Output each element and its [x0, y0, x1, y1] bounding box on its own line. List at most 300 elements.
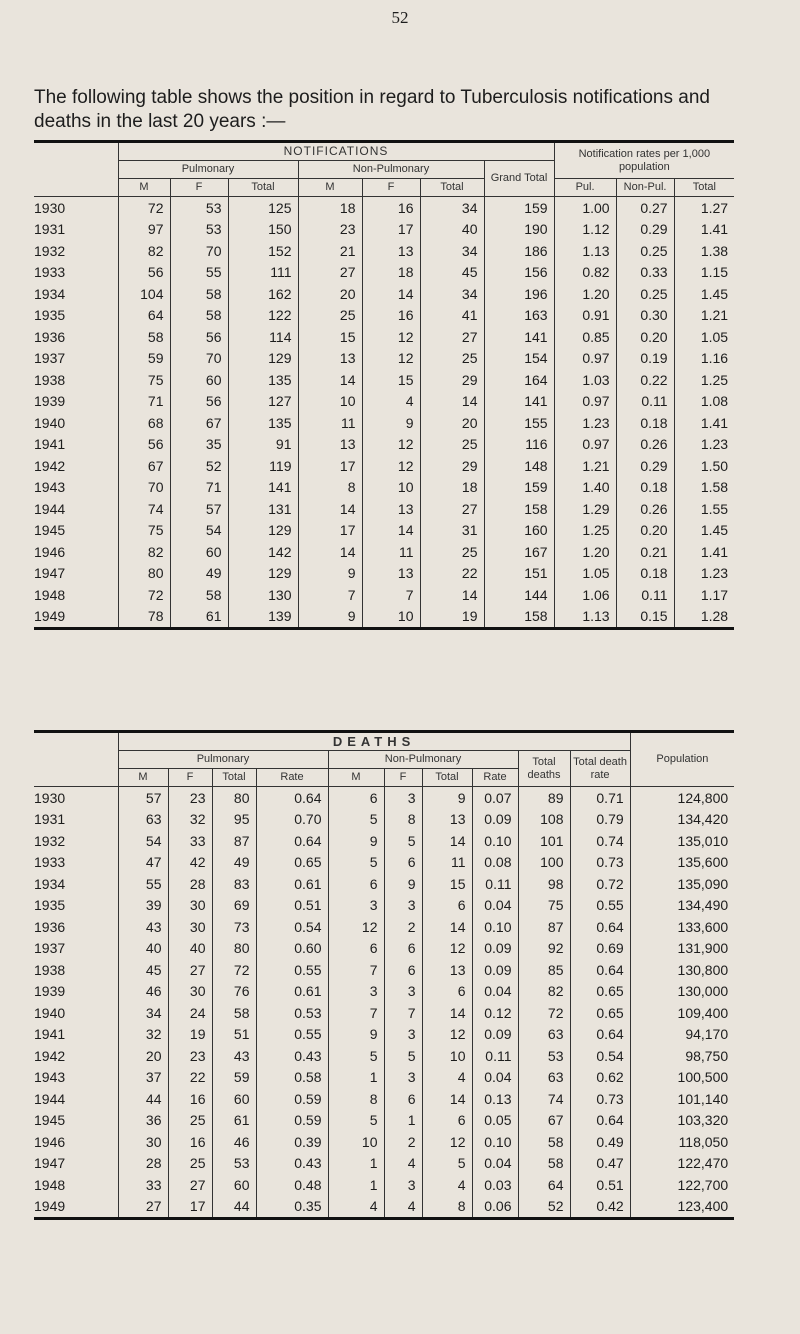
table-cell: 58: [212, 1002, 256, 1024]
table-cell: 17: [298, 455, 362, 477]
table-cell: 1.05: [554, 563, 616, 585]
table-cell: 49: [212, 852, 256, 874]
table-cell: 103,320: [630, 1110, 734, 1132]
year-cell: 1934: [34, 875, 66, 892]
table-row: [34, 563, 734, 585]
table-cell: 87: [212, 830, 256, 852]
table-cell: 1: [384, 1110, 422, 1132]
table-cell: 11: [298, 412, 362, 434]
table-row: [34, 1110, 734, 1132]
table-cell: 0.09: [472, 809, 518, 831]
table-cell: 67: [518, 1110, 570, 1132]
table-row: [34, 895, 734, 917]
table-cell: 14: [362, 283, 420, 305]
col-header-total: Total: [228, 179, 298, 197]
table-cell: 8: [422, 1196, 472, 1219]
table-cell: 148: [484, 455, 554, 477]
table-cell: 150: [228, 219, 298, 241]
table-cell: 14: [298, 541, 362, 563]
col-header-f: F: [384, 769, 422, 787]
table-cell: 58: [518, 1131, 570, 1153]
table-cell: 27: [420, 498, 484, 520]
year-cell: 1948: [34, 1176, 66, 1193]
table-cell: 17: [168, 1196, 212, 1219]
table-row: [34, 873, 734, 895]
table-cell: 25: [168, 1110, 212, 1132]
table-cell: 60: [170, 541, 228, 563]
year-cell: 1943: [34, 1069, 66, 1086]
year-cell: 1945: [34, 522, 66, 539]
table-cell: 25: [298, 305, 362, 327]
table-cell: 0.97: [554, 391, 616, 413]
table-cell: 27: [168, 959, 212, 981]
table-cell: 0.43: [256, 1153, 328, 1175]
table-cell: 0.61: [256, 981, 328, 1003]
table-cell: 13: [298, 348, 362, 370]
table-cell: 7: [362, 584, 420, 606]
table-row: [34, 348, 734, 370]
table-cell: 98,750: [630, 1045, 734, 1067]
table-cell: 55: [118, 873, 168, 895]
table-cell: 0.65: [256, 852, 328, 874]
table-row: [34, 938, 734, 960]
table-cell: 9: [422, 787, 472, 809]
table-cell: 20: [420, 412, 484, 434]
table-cell: 109,400: [630, 1002, 734, 1024]
table-cell: 57: [170, 498, 228, 520]
table-cell: 0.35: [256, 1196, 328, 1219]
table-cell: 75: [118, 369, 170, 391]
table-cell: 56: [170, 326, 228, 348]
year-cell: 1947: [34, 565, 66, 582]
table-cell: 54: [118, 830, 168, 852]
table-cell: 11: [362, 541, 420, 563]
table-row: [34, 369, 734, 391]
table-cell: 1.50: [674, 455, 734, 477]
table-cell: 10: [328, 1131, 384, 1153]
table-cell: 101,140: [630, 1088, 734, 1110]
table-cell: 33: [168, 830, 212, 852]
table-cell: 0.69: [570, 938, 630, 960]
table-cell: 19: [420, 606, 484, 629]
table-row: [34, 455, 734, 477]
table-cell: 23: [168, 1045, 212, 1067]
table-cell: 85: [518, 959, 570, 981]
table-cell: 159: [484, 477, 554, 499]
table-cell: 13: [422, 959, 472, 981]
col-header-m: M: [328, 769, 384, 787]
total-deaths-header: Total deaths: [518, 751, 570, 787]
table-cell: 25: [168, 1153, 212, 1175]
table-cell: 14: [362, 520, 420, 542]
table-cell: 0.04: [472, 981, 518, 1003]
table-cell: 22: [420, 563, 484, 585]
table-cell: 1.28: [674, 606, 734, 629]
table-cell: 6: [384, 852, 422, 874]
year-cell: 1935: [34, 897, 66, 914]
table-cell: 0.11: [472, 1045, 518, 1067]
table-cell: 5: [328, 852, 384, 874]
table-cell: 141: [484, 391, 554, 413]
table-cell: 0.91: [554, 305, 616, 327]
table-cell: 3: [384, 787, 422, 809]
table-cell: 17: [362, 219, 420, 241]
table-cell: 82: [118, 240, 170, 262]
table-cell: 40: [118, 938, 168, 960]
table-cell: 8: [384, 809, 422, 831]
table-row: [34, 1045, 734, 1067]
table-cell: 14: [420, 391, 484, 413]
table-cell: 0.60: [256, 938, 328, 960]
table-cell: 0.18: [616, 412, 674, 434]
table-cell: 67: [170, 412, 228, 434]
table-cell: 0.70: [256, 809, 328, 831]
table-row: [34, 830, 734, 852]
table-cell: 18: [362, 262, 420, 284]
table-cell: 45: [420, 262, 484, 284]
table-cell: 59: [118, 348, 170, 370]
table-cell: 24: [168, 1002, 212, 1024]
table-cell: 12: [362, 455, 420, 477]
table-cell: 190: [484, 219, 554, 241]
pulmonary-header: Pulmonary: [118, 751, 328, 769]
table-cell: 1.12: [554, 219, 616, 241]
table-cell: 69: [212, 895, 256, 917]
table-cell: 0.03: [472, 1174, 518, 1196]
table-row: [34, 852, 734, 874]
table-cell: 2: [384, 1131, 422, 1153]
table-cell: 39: [118, 895, 168, 917]
table-cell: 31: [420, 520, 484, 542]
table-cell: 9: [328, 830, 384, 852]
table-cell: 0.64: [570, 959, 630, 981]
year-cell: 1949: [34, 1198, 66, 1215]
table-cell: 7: [384, 1002, 422, 1024]
table-cell: 123,400: [630, 1196, 734, 1219]
total-death-rate-header: Total death rate: [570, 751, 630, 787]
year-cell: 1941: [34, 1026, 66, 1043]
table-cell: 1.45: [674, 283, 734, 305]
table-cell: 58: [170, 305, 228, 327]
table-cell: 1.27: [674, 197, 734, 219]
table-cell: 55: [170, 262, 228, 284]
table-cell: 9: [298, 563, 362, 585]
table-cell: 53: [518, 1045, 570, 1067]
col-header-total: Total: [420, 179, 484, 197]
year-cell: 1944: [34, 500, 66, 517]
table-cell: 15: [298, 326, 362, 348]
table-cell: 12: [422, 1024, 472, 1046]
table-cell: 6: [384, 959, 422, 981]
table-cell: 1.55: [674, 498, 734, 520]
table-cell: 7: [298, 584, 362, 606]
year-cell: 1936: [34, 328, 66, 345]
table-cell: 71: [118, 391, 170, 413]
table-cell: 3: [384, 981, 422, 1003]
nonpulmonary-header: Non-Pulmonary: [328, 751, 518, 769]
table-cell: 73: [212, 916, 256, 938]
table-cell: 142: [228, 541, 298, 563]
table-cell: 134,420: [630, 809, 734, 831]
intro-paragraph: The following table shows the position in regard to Tuberculosis notifications and deaths in the last 20 years :—: [34, 87, 710, 132]
table-cell: 0.62: [570, 1067, 630, 1089]
table-cell: 122,470: [630, 1153, 734, 1175]
table-cell: 0.26: [616, 498, 674, 520]
col-header-nonpul: Non-Pul.: [616, 179, 674, 197]
table-cell: 64: [118, 305, 170, 327]
table-cell: 9: [328, 1024, 384, 1046]
table-cell: 53: [170, 197, 228, 219]
col-header-total: Total: [212, 769, 256, 787]
table-cell: 0.64: [570, 916, 630, 938]
table-cell: 27: [420, 326, 484, 348]
table-cell: 125: [228, 197, 298, 219]
table-row: [34, 520, 734, 542]
table-cell: 129: [228, 348, 298, 370]
table-cell: 63: [118, 809, 168, 831]
table-cell: 134,490: [630, 895, 734, 917]
year-cell: 1949: [34, 608, 66, 625]
table-cell: 0.15: [616, 606, 674, 629]
table-cell: 196: [484, 283, 554, 305]
table-cell: 14: [422, 916, 472, 938]
table-cell: 1.00: [554, 197, 616, 219]
table-cell: 28: [118, 1153, 168, 1175]
table-cell: 0.82: [554, 262, 616, 284]
table-cell: 0.08: [472, 852, 518, 874]
table-cell: 75: [118, 520, 170, 542]
table-cell: 37: [118, 1067, 168, 1089]
table-cell: 94,170: [630, 1024, 734, 1046]
table-cell: 18: [298, 197, 362, 219]
table-cell: 78: [118, 606, 170, 629]
table-cell: 0.39: [256, 1131, 328, 1153]
table-cell: 14: [420, 584, 484, 606]
col-header-pul: Pul.: [554, 179, 616, 197]
table-cell: 40: [420, 219, 484, 241]
col-header-rate-total: Total: [674, 179, 734, 197]
table-cell: 25: [420, 434, 484, 456]
table-cell: 0.30: [616, 305, 674, 327]
table-cell: 1.41: [674, 541, 734, 563]
table-cell: 0.10: [472, 1131, 518, 1153]
table-cell: 0.04: [472, 1067, 518, 1089]
table-cell: 122,700: [630, 1174, 734, 1196]
table-cell: 47: [118, 852, 168, 874]
table-cell: 1.40: [554, 477, 616, 499]
table-cell: 1: [328, 1153, 384, 1175]
table-cell: 13: [362, 498, 420, 520]
table-cell: 30: [168, 895, 212, 917]
table-cell: 1.16: [674, 348, 734, 370]
col-header-m: M: [118, 179, 170, 197]
year-cell: 1942: [34, 1047, 66, 1064]
table-cell: 167: [484, 541, 554, 563]
table-cell: 129: [228, 520, 298, 542]
table-cell: 56: [118, 262, 170, 284]
table-cell: 158: [484, 498, 554, 520]
table-cell: 14: [422, 830, 472, 852]
table-cell: 141: [228, 477, 298, 499]
table-row: [34, 541, 734, 563]
table-cell: 82: [518, 981, 570, 1003]
table-cell: 63: [518, 1067, 570, 1089]
table-cell: 80: [212, 787, 256, 809]
col-header-total: Total: [422, 769, 472, 787]
table-cell: 159: [484, 197, 554, 219]
table-cell: 70: [170, 348, 228, 370]
table-cell: 0.47: [570, 1153, 630, 1175]
year-header: [34, 732, 118, 787]
table-cell: 1.25: [554, 520, 616, 542]
notifications-table-container: [34, 140, 734, 630]
table-cell: 0.07: [472, 787, 518, 809]
table-cell: 151: [484, 563, 554, 585]
year-cell: 1937: [34, 350, 66, 367]
table-cell: 6: [328, 873, 384, 895]
table-row: [34, 197, 734, 219]
table-cell: 7: [328, 1002, 384, 1024]
table-cell: 4: [422, 1174, 472, 1196]
table-cell: 1.21: [554, 455, 616, 477]
table-cell: 0.55: [570, 895, 630, 917]
table-cell: 130: [228, 584, 298, 606]
table-cell: 3: [328, 981, 384, 1003]
table-cell: 76: [212, 981, 256, 1003]
table-cell: 13: [422, 809, 472, 831]
table-cell: 141: [484, 326, 554, 348]
table-cell: 14: [422, 1088, 472, 1110]
table-cell: 0.97: [554, 434, 616, 456]
deaths-group-header: DEATHS: [118, 732, 630, 751]
table-row: [34, 787, 734, 809]
table-cell: 160: [484, 520, 554, 542]
table-cell: 4: [384, 1196, 422, 1219]
col-header-f: F: [170, 179, 228, 197]
table-cell: 10: [362, 477, 420, 499]
table-cell: 54: [170, 520, 228, 542]
table-cell: 16: [362, 197, 420, 219]
table-cell: 20: [118, 1045, 168, 1067]
table-cell: 58: [170, 283, 228, 305]
table-cell: 4: [422, 1067, 472, 1089]
year-cell: 1942: [34, 457, 66, 474]
table-cell: 0.85: [554, 326, 616, 348]
table-row: [34, 1024, 734, 1046]
table-cell: 1.38: [674, 240, 734, 262]
table-row: [34, 809, 734, 831]
table-cell: 4: [362, 391, 420, 413]
table-cell: 1.15: [674, 262, 734, 284]
table-cell: 152: [228, 240, 298, 262]
table-cell: 6: [422, 981, 472, 1003]
table-cell: 12: [362, 348, 420, 370]
table-cell: 3: [384, 1067, 422, 1089]
table-cell: 6: [422, 895, 472, 917]
year-cell: 1938: [34, 961, 66, 978]
table-cell: 133,600: [630, 916, 734, 938]
year-cell: 1935: [34, 307, 66, 324]
table-cell: 5: [328, 1110, 384, 1132]
table-cell: 1: [328, 1067, 384, 1089]
table-cell: 13: [362, 563, 420, 585]
table-cell: 95: [212, 809, 256, 831]
table-row: [34, 305, 734, 327]
table-cell: 135: [228, 412, 298, 434]
table-cell: 16: [168, 1088, 212, 1110]
rates-group-header: Notification rates per 1,000 population: [554, 142, 734, 179]
table-cell: 22: [168, 1067, 212, 1089]
notifications-table: [34, 140, 734, 630]
table-cell: 0.72: [570, 873, 630, 895]
table-cell: 13: [298, 434, 362, 456]
table-cell: 0.25: [616, 240, 674, 262]
table-cell: 14: [298, 498, 362, 520]
population-header: Population: [630, 732, 734, 787]
table-row: [34, 584, 734, 606]
table-cell: 100: [518, 852, 570, 874]
table-row: [34, 391, 734, 413]
table-cell: 71: [170, 477, 228, 499]
table-cell: 83: [212, 873, 256, 895]
table-cell: 80: [118, 563, 170, 585]
year-cell: 1931: [34, 811, 66, 828]
table-cell: 40: [168, 938, 212, 960]
table-cell: 32: [118, 1024, 168, 1046]
table-cell: 74: [118, 498, 170, 520]
col-header-rate: Rate: [472, 769, 518, 787]
year-cell: 1945: [34, 1112, 66, 1129]
table-cell: 1.08: [674, 391, 734, 413]
grand-total-header: Grand Total: [484, 161, 554, 197]
col-header-f: F: [362, 179, 420, 197]
table-row: [34, 959, 734, 981]
col-header-m: M: [118, 769, 168, 787]
table-cell: 59: [212, 1067, 256, 1089]
table-cell: 158: [484, 606, 554, 629]
table-cell: 52: [170, 455, 228, 477]
table-cell: 33: [118, 1174, 168, 1196]
year-cell: 1944: [34, 1090, 66, 1107]
col-header-f: F: [168, 769, 212, 787]
table-cell: 21: [298, 240, 362, 262]
table-cell: 0.21: [616, 541, 674, 563]
table-cell: 0.64: [256, 787, 328, 809]
table-cell: 0.51: [256, 895, 328, 917]
table-cell: 44: [212, 1196, 256, 1219]
table-cell: 0.27: [616, 197, 674, 219]
table-cell: 80: [212, 938, 256, 960]
table-cell: 58: [118, 326, 170, 348]
table-cell: 135,600: [630, 852, 734, 874]
year-cell: 1933: [34, 264, 66, 281]
table-cell: 1.23: [674, 434, 734, 456]
table-cell: 1.06: [554, 584, 616, 606]
table-cell: 61: [170, 606, 228, 629]
year-cell: 1941: [34, 436, 66, 453]
deaths-table-container: [34, 730, 734, 1220]
table-cell: 43: [212, 1045, 256, 1067]
table-cell: 0.55: [256, 959, 328, 981]
table-cell: 12: [422, 1131, 472, 1153]
table-cell: 41: [420, 305, 484, 327]
table-cell: 124,800: [630, 787, 734, 809]
table-cell: 0.53: [256, 1002, 328, 1024]
table-cell: 19: [168, 1024, 212, 1046]
table-cell: 0.18: [616, 477, 674, 499]
table-cell: 1.29: [554, 498, 616, 520]
table-cell: 82: [118, 541, 170, 563]
